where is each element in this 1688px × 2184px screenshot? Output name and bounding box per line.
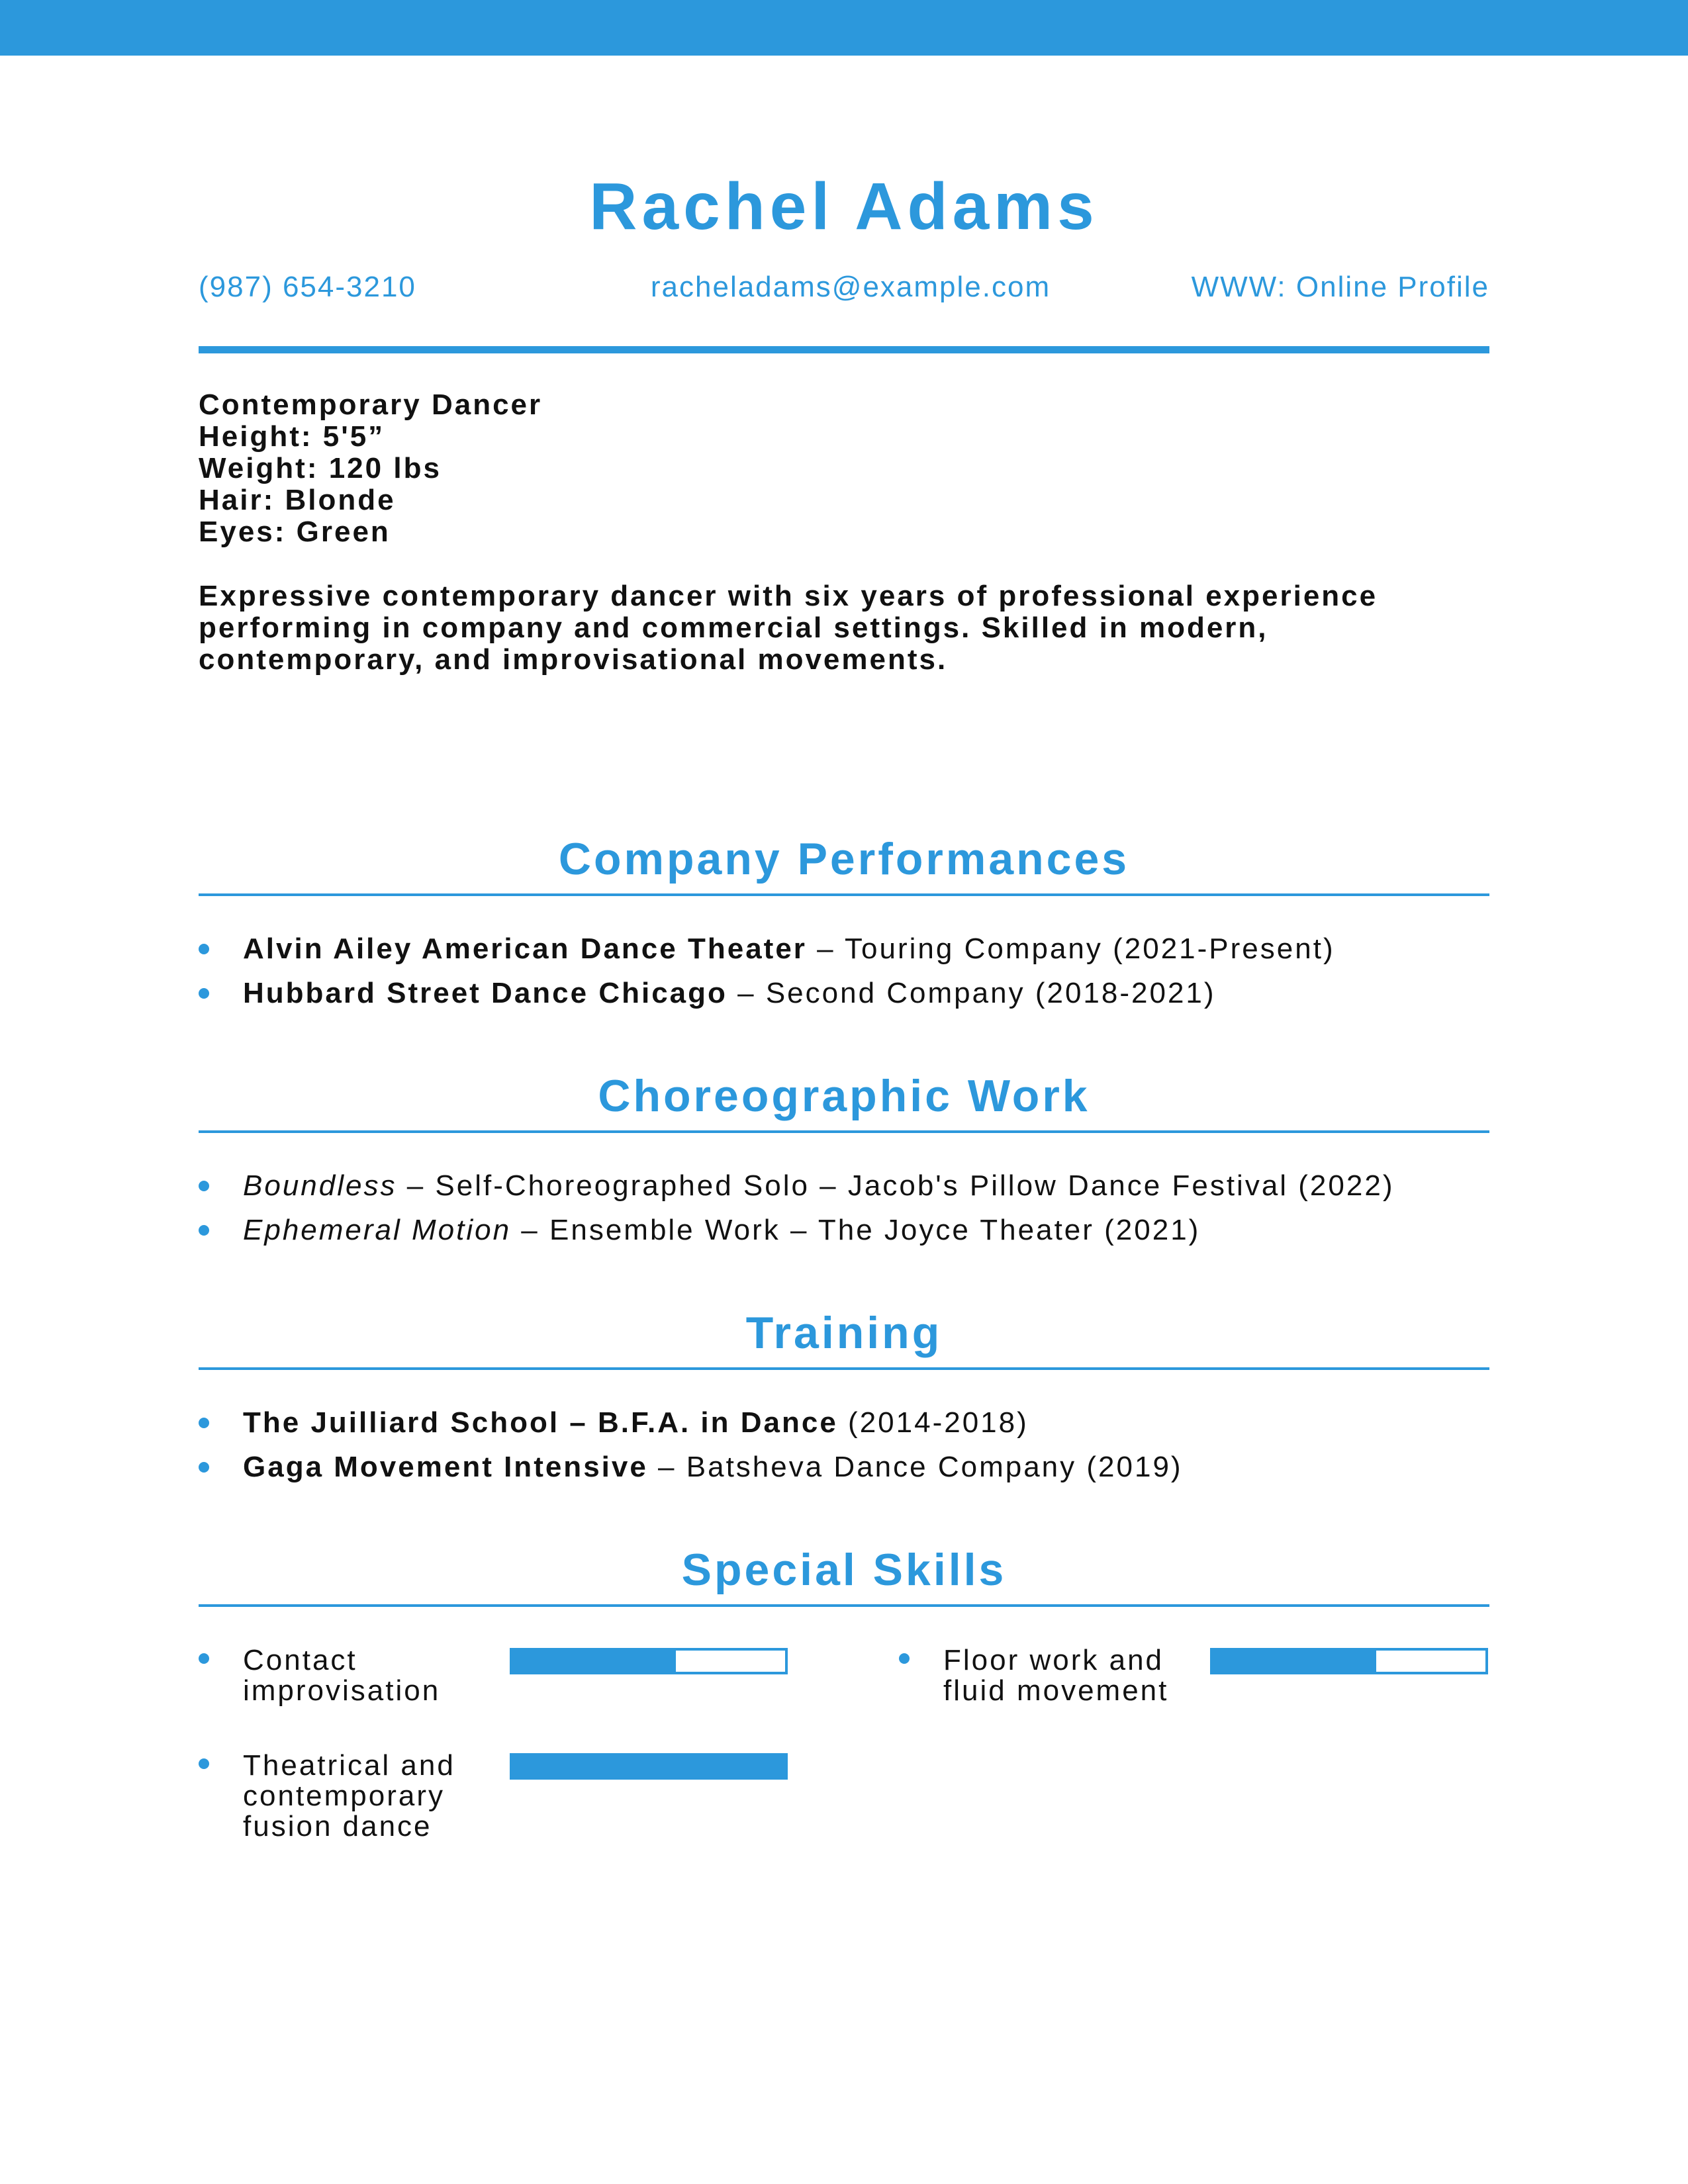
phone-number: (987) 654-3210 bbox=[199, 271, 416, 303]
professional-summary: Expressive contemporary dancer with six years of professional experience performing in company and commercial settings. Skilled in modern, contemporary, and improvisational movements. bbox=[199, 580, 1378, 676]
skill-item-fusion-dance bbox=[199, 1751, 821, 1856]
header-divider bbox=[199, 346, 1489, 353]
bullet-icon bbox=[199, 944, 209, 954]
list-item bbox=[199, 974, 1489, 1018]
height-attribute: Height: 5'5” bbox=[199, 420, 385, 453]
section-rule-skills bbox=[199, 1604, 1489, 1607]
skill-level-bar bbox=[1210, 1648, 1488, 1674]
skill-item-floor-work bbox=[899, 1645, 1521, 1751]
top-accent-bar bbox=[0, 0, 1688, 56]
bullet-icon bbox=[199, 1462, 209, 1473]
section-title-choreography: Choreographic Work bbox=[598, 1071, 1090, 1121]
bullet-icon bbox=[199, 1653, 209, 1664]
bullet-icon bbox=[899, 1653, 910, 1664]
company-detail: – Touring Company (2021-Present) bbox=[806, 933, 1335, 965]
training-detail: – Batsheva Dance Company (2019) bbox=[647, 1451, 1183, 1483]
performances-list bbox=[199, 929, 1489, 1018]
company-name: Alvin Ailey American Dance Theater bbox=[243, 933, 807, 965]
skill-label: Contact improvisation bbox=[243, 1644, 441, 1707]
list-item bbox=[199, 1166, 1489, 1210]
bullet-icon bbox=[199, 1181, 209, 1191]
section-rule-training bbox=[199, 1367, 1489, 1370]
list-item bbox=[199, 1447, 1489, 1492]
work-title: Boundless bbox=[243, 1169, 397, 1202]
email-address[interactable]: racheladams@example.com bbox=[650, 271, 1051, 303]
bullet-icon bbox=[199, 1418, 209, 1428]
eyes-attribute: Eyes: Green bbox=[199, 516, 391, 548]
role-title: Contemporary Dancer bbox=[199, 388, 543, 421]
online-profile-link[interactable]: WWW: Online Profile bbox=[1191, 271, 1489, 303]
school-name: The Juilliard School – B.F.A. in Dance bbox=[243, 1406, 838, 1439]
hair-attribute: Hair: Blonde bbox=[199, 484, 396, 516]
skill-level-fill bbox=[512, 1651, 676, 1672]
physical-attributes bbox=[199, 389, 1489, 548]
program-name: Gaga Movement Intensive bbox=[243, 1451, 648, 1483]
company-name: Hubbard Street Dance Chicago bbox=[243, 977, 727, 1009]
bullet-icon bbox=[199, 1225, 209, 1236]
skill-label: Floor work and fluid movement bbox=[943, 1644, 1169, 1707]
section-title-performances: Company Performances bbox=[558, 834, 1130, 884]
skill-label: Theatrical and contemporary fusion dance bbox=[243, 1749, 455, 1843]
section-rule-performances bbox=[199, 893, 1489, 896]
company-detail: – Second Company (2018-2021) bbox=[727, 977, 1216, 1009]
bullet-icon bbox=[199, 988, 209, 999]
section-rule-choreography bbox=[199, 1130, 1489, 1133]
work-detail: – Self-Choreographed Solo – Jacob's Pillow Dance Festival (2022) bbox=[397, 1169, 1395, 1202]
candidate-name: Rachel Adams bbox=[589, 169, 1099, 244]
list-item bbox=[199, 1210, 1489, 1255]
skill-level-bar bbox=[510, 1648, 788, 1674]
training-list bbox=[199, 1403, 1489, 1492]
list-item bbox=[199, 1403, 1489, 1447]
skill-level-bar bbox=[510, 1753, 788, 1780]
training-detail: (2014-2018) bbox=[837, 1406, 1029, 1439]
skill-item-contact-improvisation bbox=[199, 1645, 821, 1751]
weight-attribute: Weight: 120 lbs bbox=[199, 452, 442, 484]
bullet-icon bbox=[199, 1758, 209, 1769]
choreography-list bbox=[199, 1166, 1489, 1255]
skill-level-fill bbox=[512, 1756, 785, 1777]
section-title-training: Training bbox=[745, 1308, 943, 1358]
work-detail: – Ensemble Work – The Joyce Theater (2021) bbox=[511, 1214, 1201, 1246]
section-title-skills: Special Skills bbox=[681, 1545, 1007, 1595]
skill-level-fill bbox=[1213, 1651, 1376, 1672]
list-item bbox=[199, 929, 1489, 974]
work-title: Ephemeral Motion bbox=[243, 1214, 512, 1246]
